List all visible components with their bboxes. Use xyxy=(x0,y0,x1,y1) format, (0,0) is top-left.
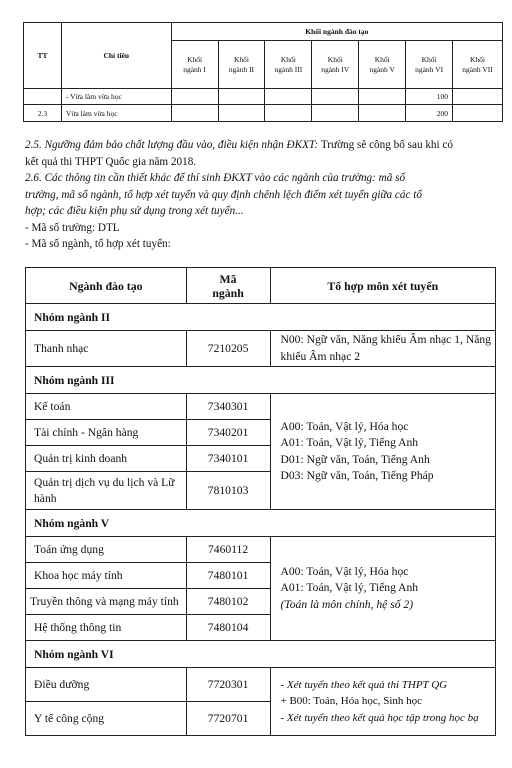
header-row xyxy=(26,268,496,304)
table-row: Y tế công cộng 7720701 xyxy=(26,702,496,736)
paragraph-2-6: 2.6. Các thông tin cần thiết khác để thí sinh ĐKXT vào các ngành của trường: mã số xyxy=(25,172,406,184)
group-row: Nhóm ngành V xyxy=(26,510,496,537)
major-header: Ngành đào tạo xyxy=(26,268,187,304)
code-header: Mã ngành xyxy=(186,268,270,304)
major-code-line: - Mã số ngành, tổ hợp xét tuyển: xyxy=(25,238,171,250)
group-header: Khối ngành đào tạo xyxy=(171,23,502,41)
table-row: Điều dưỡng 7720301 - Xét tuyển theo kết quả thi THPT QG + B00: Toán, Hóa học, Sinh học - Xét tuyển theo kết quả học tập trong học bạ xyxy=(26,668,496,702)
enrollment-quota-table xyxy=(23,22,503,122)
table-row: Khoa học máy tính 7480101 xyxy=(26,563,496,589)
paragraph-2-6-cont: hợp; các điều kiện phụ sử dụng trong xét tuyển... xyxy=(25,205,244,217)
group-row: Nhóm ngành III xyxy=(26,367,496,394)
table-row: Toán ứng dụng 7460112 A00: Toán, Vật lý, Hóa học A01: Toán, Vật lý, Tiếng Anh (Toán là môn chính, hệ số 2) xyxy=(26,537,496,563)
admission-majors-table xyxy=(25,267,496,736)
paragraph-2-6-cont: trường, mã số ngành, tổ hợp xét tuyển và quy định chênh lệch điểm xét tuyển giữa các tổ xyxy=(25,188,422,201)
col-header-7: Khối ngành VII xyxy=(453,41,503,89)
table-row: Kế toán 7340301 A00: Toán, Vật lý, Hóa học A01: Toán, Vật lý, Tiếng Anh D01: Ngữ văn, Toán, Tiếng Anh D03: Ngữ văn, Toán, Tiếng Pháp xyxy=(26,394,496,420)
table-row: Quản trị dịch vụ du lịch và Lữ hành 7810103 xyxy=(26,472,496,510)
col-header-3: Khối ngành III xyxy=(265,41,312,89)
col-header-4: Khối ngành IV xyxy=(312,41,359,89)
combo-cell: N00: Ngữ văn, Năng khiếu Âm nhạc 1, Năng khiếu Âm nhạc 2 xyxy=(270,331,495,367)
table-row: Truyền thông và mạng máy tính 7480102 xyxy=(26,589,496,615)
table-row: Quản trị kinh doanh 7340101 xyxy=(26,446,496,472)
col-header-5: Khối ngành V xyxy=(359,41,406,89)
combo-cell: - Xét tuyển theo kết quả thi THPT QG + B00: Toán, Hóa học, Sinh học - Xét tuyển theo kết quả học tập trong học bạ xyxy=(270,668,495,736)
school-code-line: - Mã số trường: DTL xyxy=(25,221,120,234)
info-paragraphs xyxy=(25,137,495,253)
col-header-1: Khối ngành I xyxy=(171,41,218,89)
combo-header: Tổ hợp môn xét tuyển xyxy=(270,268,495,304)
table-row: Thanh nhạc 7210205 N00: Ngữ văn, Năng khiếu Âm nhạc 1, Năng khiếu Âm nhạc 2 xyxy=(26,331,496,367)
chitieu-header: Chỉ tiêu xyxy=(61,23,171,89)
table-row: - Vừa làm vừa học 100 xyxy=(24,89,503,105)
tt-header: TT xyxy=(24,23,62,89)
table-row: Tài chính - Ngân hàng 7340201 xyxy=(26,420,496,446)
paragraph-2-5: 2.5. Ngưỡng đảm bảo chất lượng đầu vào, điều kiện nhận ĐKXT: Trường sẽ công bố sau khi có xyxy=(25,139,453,151)
paragraph-2-5-cont: kết quả thi THPT Quốc gia năm 2018. xyxy=(25,155,197,168)
col-header-6: Khối ngành VI xyxy=(406,41,453,89)
group-row: Nhóm ngành II xyxy=(26,304,496,331)
table-row: Hệ thống thông tin 7480104 xyxy=(26,615,496,641)
group-row: Nhóm ngành VI xyxy=(26,641,496,668)
combo-cell: A00: Toán, Vật lý, Hóa học A01: Toán, Vật lý, Tiếng Anh D01: Ngữ văn, Toán, Tiếng Anh D03: Ngữ văn, Toán, Tiếng Pháp xyxy=(270,394,495,510)
combo-cell: A00: Toán, Vật lý, Hóa học A01: Toán, Vật lý, Tiếng Anh (Toán là môn chính, hệ số 2) xyxy=(270,537,495,641)
table-row: 2.3 Vừa làm vừa học 200 xyxy=(24,105,503,122)
col-header-2: Khối ngành II xyxy=(218,41,265,89)
